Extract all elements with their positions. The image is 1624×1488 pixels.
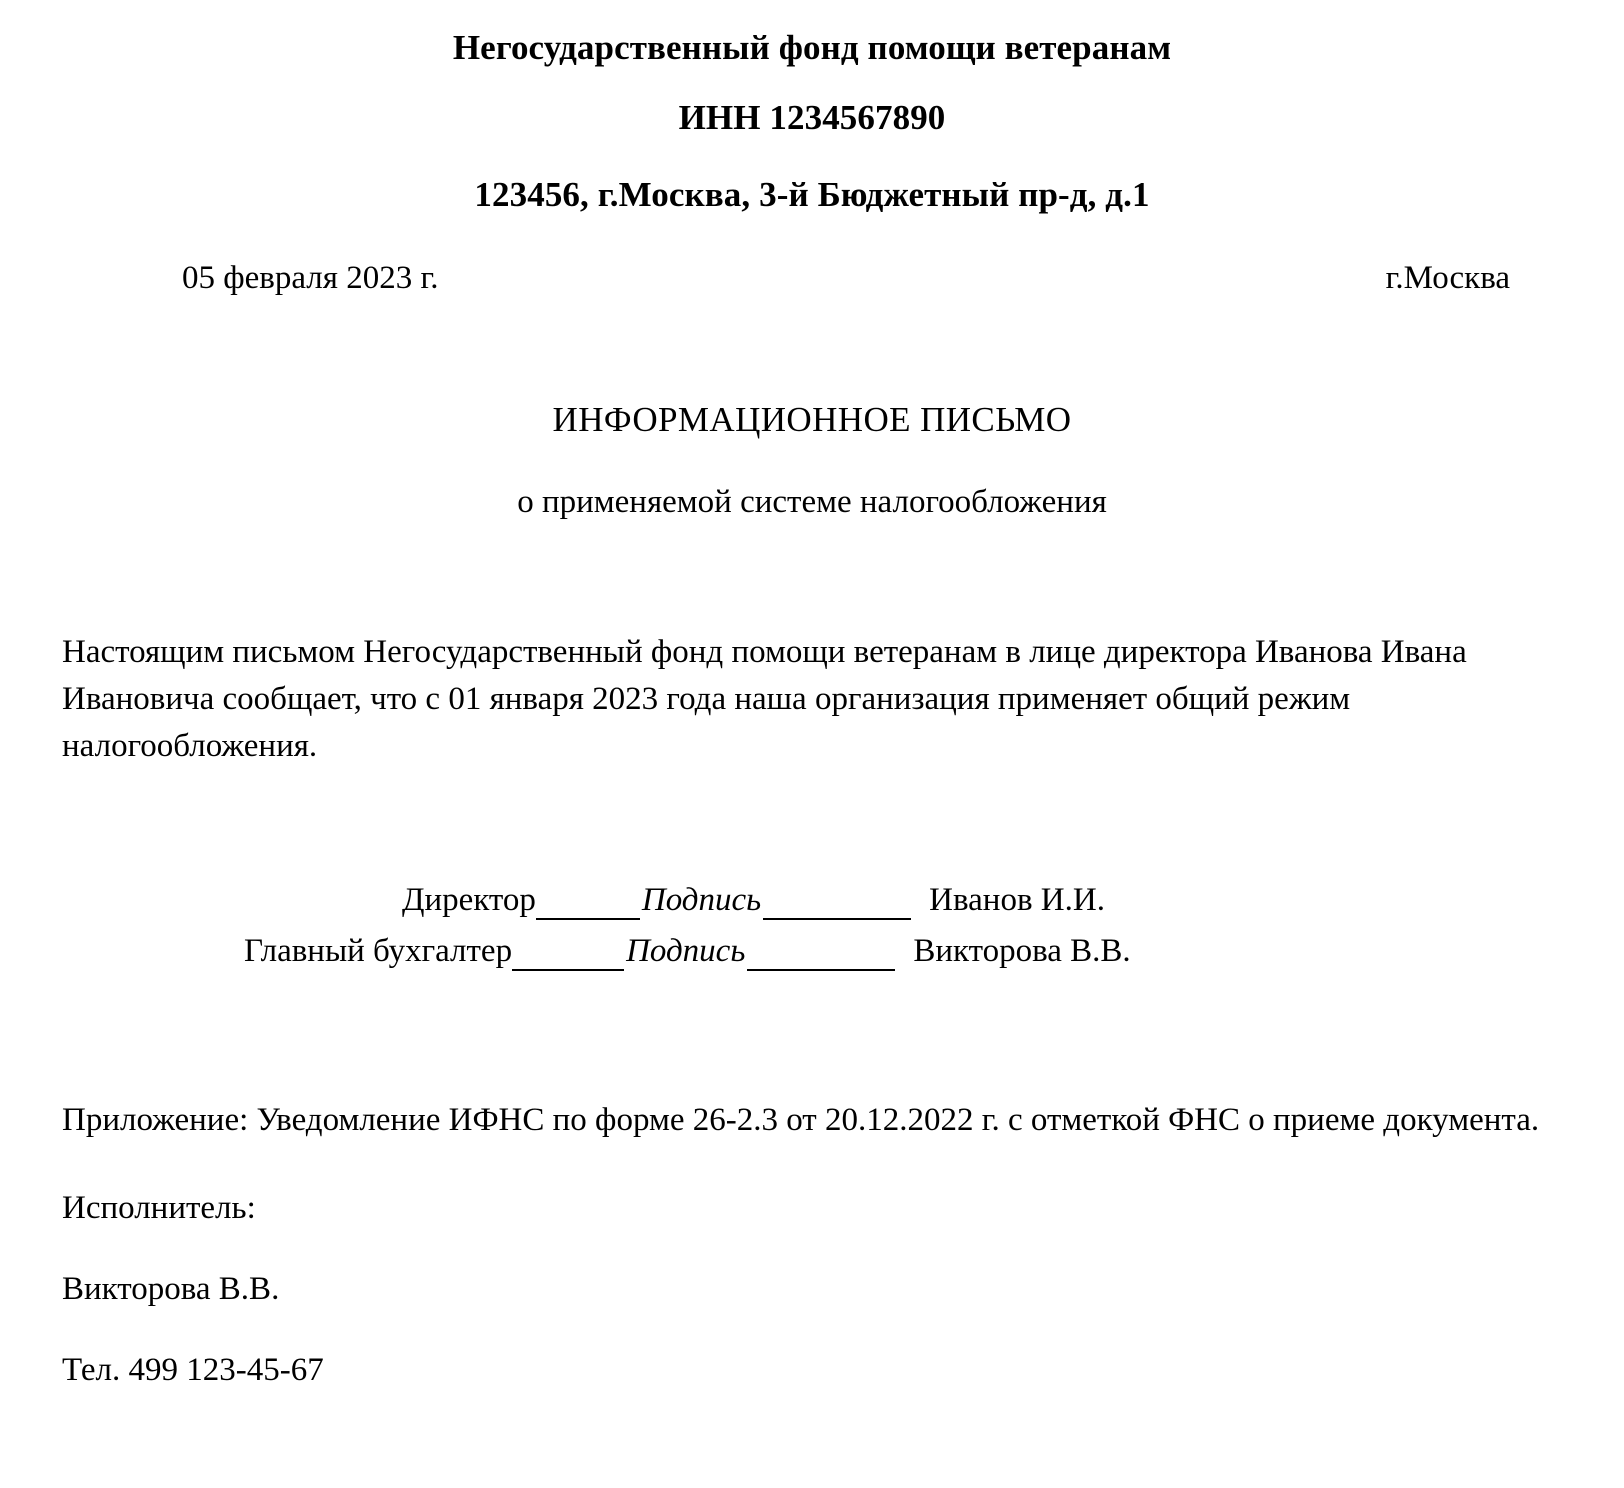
document-date: 05 февраля 2023 г.: [182, 260, 439, 296]
organization-name: Негосударственный фонд помощи ветеранам: [452, 28, 1172, 67]
executor-label: Исполнитель:: [62, 1189, 256, 1226]
signature-role: Главный бухгалтер: [244, 932, 513, 969]
executor-name: Викторова В.В.: [62, 1270, 280, 1307]
document-city: г.Москва: [1385, 260, 1510, 296]
signature-placeholder: Подпись: [626, 932, 746, 969]
signature-role: Директор: [402, 881, 536, 918]
organization-address: 123456, г.Москва, 3-й Бюджетный пр-д, д.1: [474, 175, 1150, 214]
attachment-note: Приложение: Уведомление ИФНС по форме 26-2.3 от 20.12.2022 г. с отметкой ФНС о приеме документа.: [62, 1101, 1540, 1138]
document-title: ИНФОРМАЦИОННОЕ ПИСЬМО: [552, 400, 1072, 439]
signature-name: Викторова В.В.: [913, 932, 1131, 969]
signature-rule-right: [763, 918, 911, 920]
letterhead: [62, 0, 1562, 212]
signature-rule-left: [536, 918, 640, 920]
executor-phone: Тел. 499 123-45-67: [62, 1351, 324, 1388]
executor-block: [62, 1189, 1562, 1388]
document-subtitle: о применяемой системе налогообложения: [517, 484, 1107, 520]
signature-placeholder: Подпись: [641, 881, 762, 918]
signature-name: Иванов И.И.: [929, 881, 1105, 918]
date-city-row: [62, 260, 1562, 297]
signature-row-accountant: [62, 926, 1562, 977]
signature-block: [62, 875, 1562, 977]
signature-rule-right: [747, 969, 895, 971]
body-paragraph: Настоящим письмом Негосударственный фонд помощи ветеранам в лице директора Иванова Ивана Ивановича сообщает, что с 01 января 2023 года наша организация применяет общий режим налогообложения.: [62, 634, 1467, 764]
organization-inn: ИНН 1234567890: [678, 98, 946, 137]
signature-row-director: [62, 875, 1562, 926]
signature-rule-left: [512, 969, 624, 971]
